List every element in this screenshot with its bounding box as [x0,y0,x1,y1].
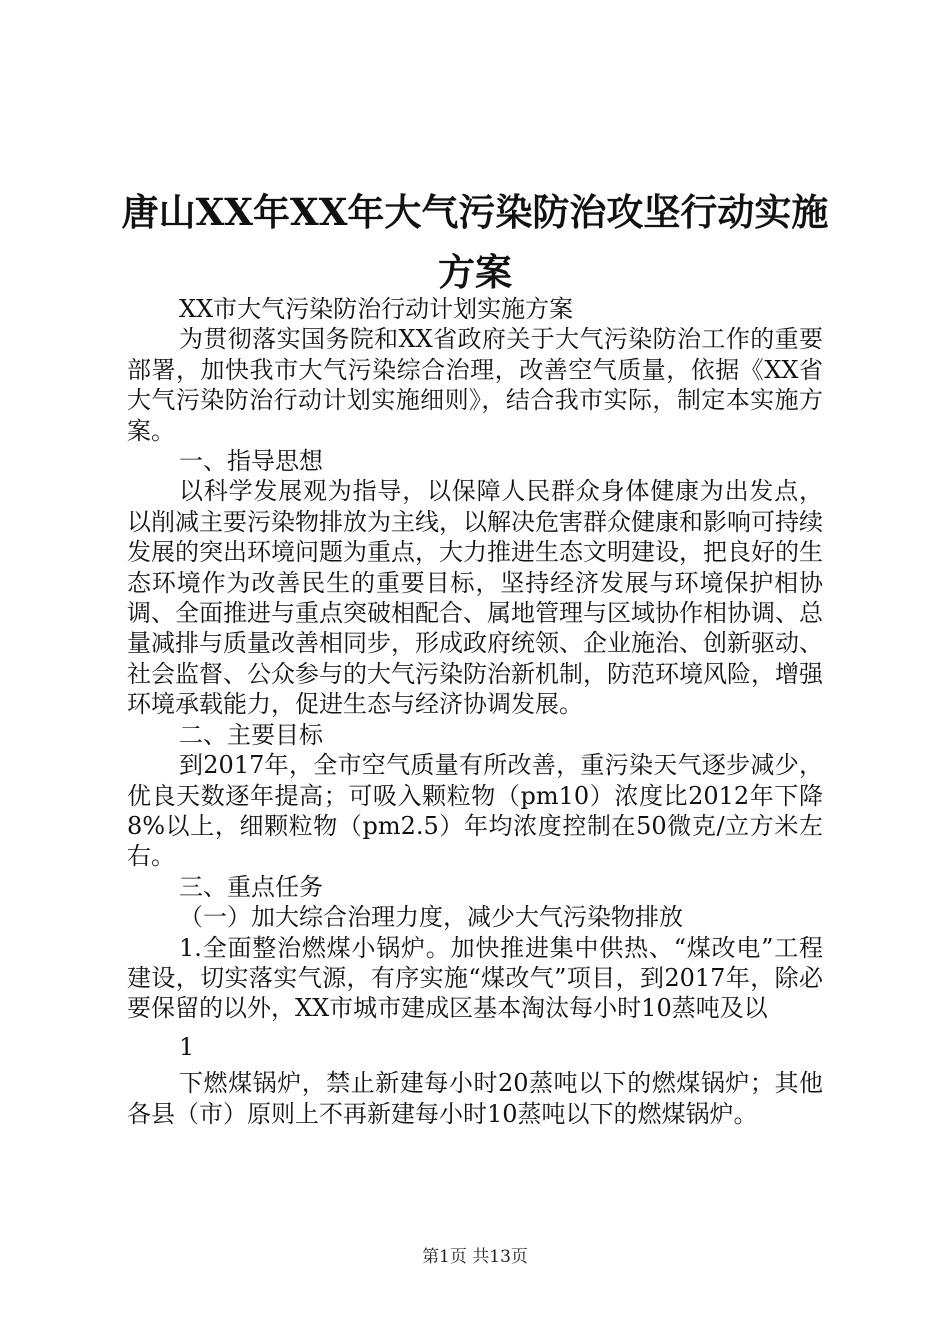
guiding-thought-paragraph: 以科学发展观为指导，以保障人民群众身体健康为出发点，以削减主要污染物排放为主线，以解决危害群众健康和影响可持续发展的突出环境问题为重点，大力推进生态文明建设，把良好的生态环境作为改善民生的重要目标，坚持经济发展与环境保护相协调、全面推进与重点突破相配合、属地管理与区域协作相协调、总量减排与质量改善相同步，形成政府统领、企业施治、创新驱动、社会监督、公众参与的大气污染防治新机制，防范环境风险，增强环境承载能力，促进生态与经济协调发展。 [127,477,823,719]
document-title: 唐山XX年XX年大气污染防治攻坚行动实施方案 [121,190,829,294]
document-body [127,294,823,1129]
task-coal-boilers-continued-paragraph: 下燃煤锅炉，禁止新建每小时20蒸吨以下的燃煤锅炉；其他各县（市）原则上不再新建每小时10蒸吨以下的燃煤锅炉。 [127,1069,823,1128]
page-footer: 第1页 共13页 [422,1247,528,1267]
main-goals-paragraph: 到2017年，全市空气质量有所改善，重污染天气逐步减少，优良天数逐年提高；可吸入颗粒物（pm10）浓度比2012年下降8%以上，细颗粒物（pm2.5）年均浓度控制在50微克/立方米左右。 [127,751,823,871]
section-heading-main-goals: 二、主要目标 [179,720,323,749]
subsection-heading-comprehensive-governance: （一）加大综合治理力度，减少大气污染物排放 [179,903,683,932]
section-heading-guiding-thought: 一、指导思想 [179,447,323,476]
inline-page-number: 1 [179,1032,195,1061]
task-coal-boilers-paragraph: 1.全面整治燃煤小锅炉。加快推进集中供热、“煤改电”工程建设，切实落实气源，有序实施“煤改气”项目，到2017年，除必要保留的以外，XX市城市建成区基本淘汰每小时10蒸吨及以 [127,933,823,1023]
intro-paragraph: 为贯彻落实国务院和XX省政府关于大气污染防治工作的重要部署，加快我市大气污染综合治理，改善空气质量，依据《XX省大气污染防治行动计划实施细则》，结合我市实际，制定本实施方案。 [127,325,823,445]
plan-subtitle: XX市大气污染防治行动计划实施方案 [179,295,574,323]
section-heading-key-tasks: 三、重点任务 [179,872,323,901]
